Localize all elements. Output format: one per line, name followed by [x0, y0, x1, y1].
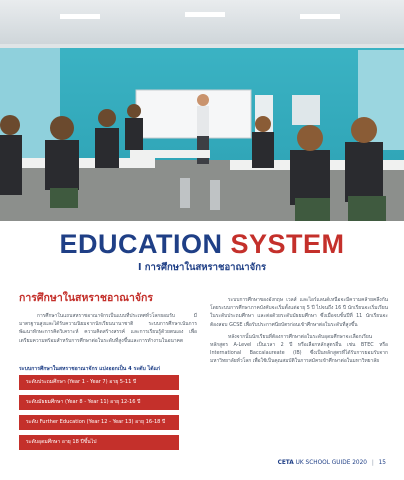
left-paragraph: การศึกษาในแถบสหราชอาณาจักรเป็นแบบที่ประเทศทั่วโลกยอมรับ มีมาตรฐานสูงและได้รับความนิยมจากนักเรียนนานาชาติ ระบบการศึกษาเน้นการพัฒนาทักษะการคิดวิเคราะห์ ความคิดสร้างสรรค์ และการเรียนรู้ด้วยตนเอง เพื่อเตรียมความพร้อมสำหรับการศึกษาต่อในระดับที่สูงขึ้นและการทำงานในอนาคต [19, 313, 197, 344]
page-footer [278, 460, 386, 466]
left-column [19, 312, 197, 349]
footer-separator: | [371, 460, 374, 466]
page-subtitle [0, 260, 404, 275]
right-paragraph-1: ระบบการศึกษาของอังกฤษ เวลส์ และไอร์แลนด์เหนือจะมีความคล้ายคลึงกัน โดยระบบการศึกษาภาคบังคับจะเริ่มตั้งแต่อายุ 5 ปี ไปจนถึง 16 ปี นักเรียนจะเริ่มเรียนในระดับประถมศึกษา และต่อด้วยระดับมัธยมศึกษา ซึ่งเมื่อจบชั้นปีที่ 11 นักเรียนจะต้องสอบ GCSE เพื่อรับประกาศนียบัตรก่อนเข้าศึกษาต่อในระดับที่สูงขึ้น [210, 297, 388, 328]
classroom-photo-icon [0, 0, 404, 221]
subtitle-text: การศึกษาในสหราชอาณาจักร [144, 262, 267, 273]
levels-heading: ระบบการศึกษาในสหราชอาณาจักร แบ่งออกเป็น 4 ระดับ ได้แก่ [19, 366, 161, 372]
right-paragraph-2: หลังจากนั้นนักเรียนที่ต้องการศึกษาต่อในระดับอุดมศึกษาจะเลือกเรียนหลักสูตร A-Level เป็นเวลา 2 ปี หรือเลือกหลักสูตรอื่น เช่น BTEC หรือ International Baccalaureate (IB) ซึ่งเป็นหลักสูตรที่ได้รับการยอมรับจากมหาวิทยาลัยทั่วโลก เพื่อใช้เป็นคุณสมบัติในการสมัครเข้าศึกษาต่อในมหาวิทยาลัย [210, 333, 388, 365]
level-primary: ระดับประถมศึกษา (Year 1 - Year 7) อายุ 5-11 ปี [19, 375, 179, 390]
level-secondary: ระดับมัธยมศึกษา (Year 8 - Year 11) อายุ 12-16 ปี [19, 395, 179, 410]
footer-guide: UK SCHOOL GUIDE 2020 [295, 460, 367, 466]
right-column [210, 296, 388, 370]
title-word-education: EDUCATION [59, 229, 223, 259]
title-word-system: SYSTEM [230, 229, 345, 259]
subtitle-bar: I [137, 262, 142, 273]
level-higher-education: ระดับอุดมศึกษา อายุ 18 ปีขึ้นไป [19, 435, 179, 450]
level-further-education: ระดับ Further Education (Year 12 - Year 13) อายุ 16-18 ปี [19, 415, 179, 430]
section-heading: การศึกษาในสหราชอาณาจักร [19, 292, 154, 304]
hero-photo [0, 0, 404, 221]
footer-brand: CETA [277, 460, 294, 466]
page-title [0, 229, 404, 259]
page-number: 15 [378, 460, 386, 466]
